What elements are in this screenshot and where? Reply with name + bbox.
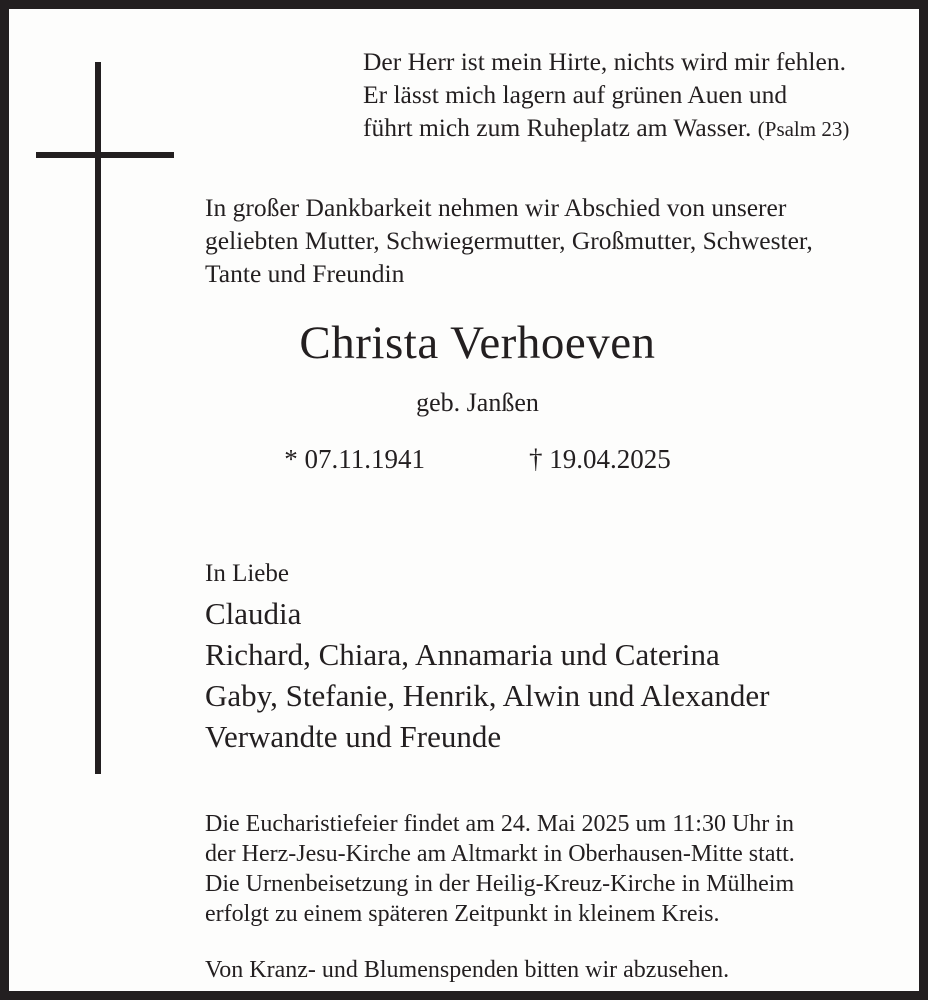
burial-line-1: Die Urnenbeisetzung in der Heilig-Kreuz-Kirche in Mülheim bbox=[205, 871, 795, 897]
death-date: † 19.04.2025 bbox=[529, 444, 671, 474]
family-line: Richard, Chiara, Annamaria und Caterina bbox=[205, 637, 720, 672]
life-dates bbox=[205, 442, 750, 476]
psalm-line-3-row bbox=[363, 111, 923, 146]
family-line: Claudia bbox=[205, 596, 302, 631]
service-line-1: Die Eucharistiefeier findet am 24. Mai 2025 um 11:30 Uhr in bbox=[205, 811, 794, 837]
deceased-maiden-name: geb. Janßen bbox=[416, 388, 539, 417]
deceased-block bbox=[205, 314, 750, 476]
family-signature bbox=[205, 555, 905, 757]
service-details bbox=[205, 809, 905, 985]
cross-horizontal-bar bbox=[36, 152, 174, 158]
intro-line-1: In großer Dankbarkeit nehmen wir Abschied von unserer bbox=[205, 193, 787, 222]
psalm-line-2: Er lässt mich lagern auf grünen Auen und bbox=[363, 80, 788, 109]
psalm-attribution: (Psalm 23) bbox=[757, 117, 850, 141]
intro-line-3: Tante und Freundin bbox=[205, 259, 405, 288]
psalm-quote bbox=[363, 45, 923, 146]
birth-date: * 07.11.1941 bbox=[284, 444, 425, 474]
introduction-text bbox=[205, 191, 885, 290]
family-line: Verwandte und Freunde bbox=[205, 719, 502, 754]
flowers-note: Von Kranz- und Blumenspenden bitten wir abzusehen. bbox=[205, 957, 730, 983]
burial-line-2: erfolgt zu einem späteren Zeitpunkt in kleinem Kreis. bbox=[205, 901, 720, 927]
psalm-line-1: Der Herr ist mein Hirte, nichts wird mir fehlen. bbox=[363, 47, 846, 76]
psalm-line-3: führt mich zum Ruheplatz am Wasser. bbox=[363, 113, 752, 142]
family-line: Gaby, Stefanie, Henrik, Alwin und Alexander bbox=[205, 678, 770, 713]
intro-line-2: geliebten Mutter, Schwiegermutter, Großmutter, Schwester, bbox=[205, 226, 813, 255]
service-line-2: der Herz-Jesu-Kirche am Altmarkt in Oberhausen-Mitte statt. bbox=[205, 841, 795, 867]
cross-vertical-bar bbox=[95, 62, 101, 774]
family-lead: In Liebe bbox=[205, 560, 289, 587]
deceased-name: Christa Verhoeven bbox=[299, 317, 656, 369]
christian-cross-icon bbox=[9, 9, 199, 799]
